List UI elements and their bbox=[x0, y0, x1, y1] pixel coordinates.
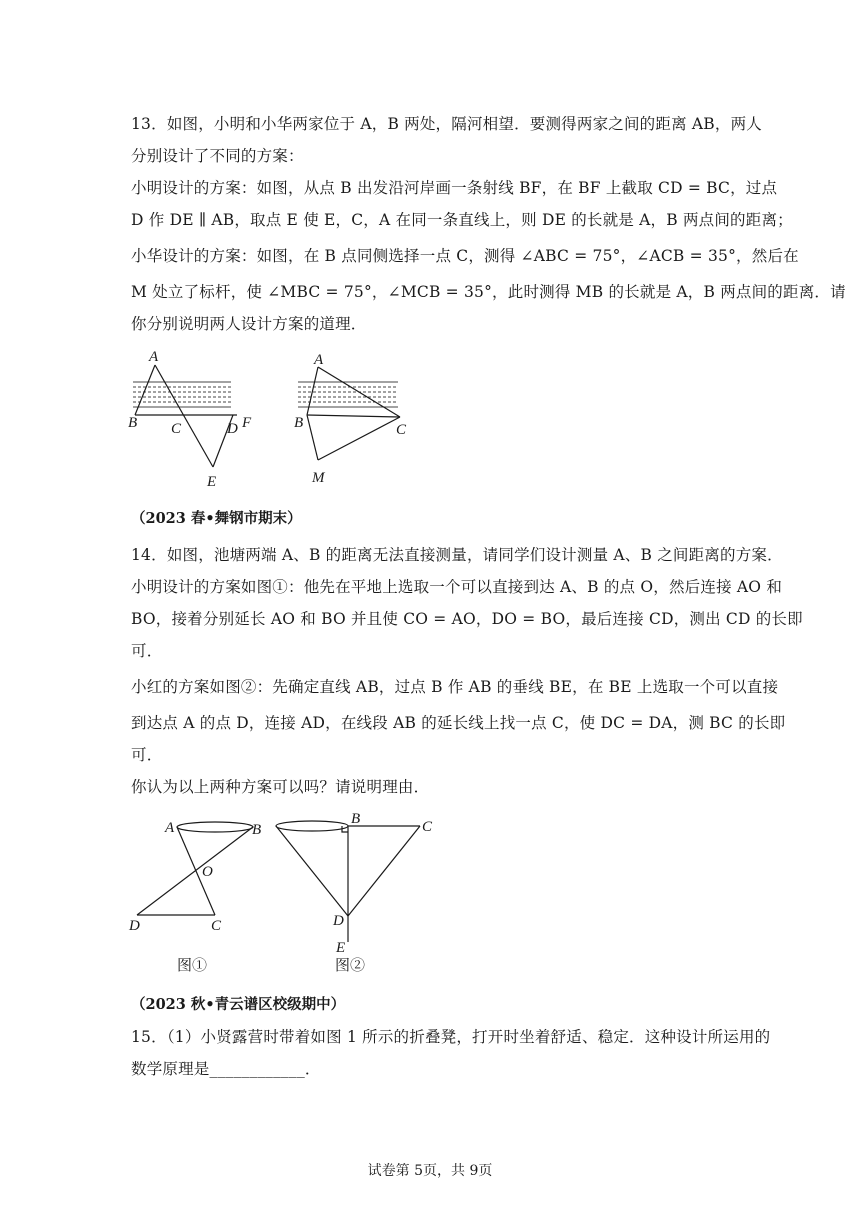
figure-2-caption: 图② bbox=[335, 958, 366, 974]
q14-source: （2023 秋•青云谱区校级期中） bbox=[131, 996, 346, 1013]
triangle-lines bbox=[307, 367, 400, 460]
q13-line-4: D 作 DE ∥ AB，取点 E 使 E，C，A 在同一条直线上，则 DE 的长就是 A，B 两点间的距离； bbox=[131, 211, 793, 229]
q14-line-1: 14．如图，池塘两端 A、B 的距离无法直接测量，请同学们设计测量 A、B 之间距离的方案． bbox=[131, 546, 783, 564]
q13-figure-xiaohua bbox=[290, 345, 420, 493]
q13-source: （2023 春•舞钢市期末） bbox=[131, 510, 302, 527]
point-b-label: B bbox=[128, 415, 138, 431]
point-c-label: C bbox=[396, 422, 407, 438]
pond-ellipse bbox=[276, 821, 348, 831]
q14-line-2: 小明设计的方案如图①：他先在平地上选取一个可以直接到达 A、B 的点 O，然后连接 AO 和 bbox=[131, 578, 783, 596]
q13-line-7: 你分别说明两人设计方案的道理． bbox=[131, 315, 367, 333]
pond-ellipse bbox=[177, 822, 253, 832]
q15-line-2: 数学原理是____________． bbox=[131, 1060, 321, 1078]
triangle-lines bbox=[135, 365, 237, 467]
point-a-label: A bbox=[165, 820, 175, 836]
point-m-label: M bbox=[312, 470, 325, 486]
q14-line-7: 可． bbox=[131, 746, 163, 764]
q14-figure-1 bbox=[125, 812, 270, 982]
q13-line-1: 13．如图，小明和小华两家位于 A，B 两处，隔河相望．要测得两家之间的距离 AB，两人 bbox=[131, 115, 762, 133]
point-b-label: B bbox=[294, 415, 304, 431]
q13-figure-xiaoming bbox=[125, 345, 265, 493]
point-b-label: B bbox=[351, 812, 361, 827]
q13-line-6: M 处立了标杆，使 ∠MBC = 75°，∠MCB = 35°，此时测得 MB 的长就是 A，B 两点间的距离．请 bbox=[131, 283, 846, 301]
point-f-label: F bbox=[242, 415, 252, 431]
point-d-label: D bbox=[227, 421, 238, 437]
point-b-label: B bbox=[252, 822, 262, 838]
point-c-label: C bbox=[171, 421, 182, 437]
q15-line-1: 15．（1）小贤露营时带着如图 1 所示的折叠凳，打开时坐着舒适、稳定．这种设计所运用的 bbox=[131, 1028, 771, 1046]
point-c-label: C bbox=[211, 918, 222, 934]
cross-lines bbox=[137, 827, 253, 915]
q14-line-6: 到达点 A 的点 D，连接 AD，在线段 AB 的延长线上找一点 C，使 DC = DA，测 BC 的长即 bbox=[131, 714, 786, 732]
construction-lines bbox=[276, 826, 420, 942]
q14-line-3: BO，接着分别延长 AO 和 BO 并且使 CO = AO，DO = BO，最后连接 CD，测出 CD 的长即 bbox=[131, 610, 803, 628]
q14-figure-2 bbox=[270, 812, 445, 982]
figure-1-caption: 图① bbox=[177, 958, 208, 974]
q14-line-4: 可． bbox=[131, 642, 163, 660]
q14-line-8: 你认为以上两种方案可以吗？请说明理由． bbox=[131, 778, 430, 796]
point-a-label: A bbox=[149, 349, 159, 365]
point-a-label: A bbox=[314, 352, 324, 368]
point-c-label: C bbox=[422, 819, 433, 835]
point-o-label: O bbox=[202, 864, 213, 880]
river-bank-lines bbox=[133, 382, 231, 407]
point-e-label: E bbox=[207, 474, 217, 490]
q13-line-5: 小华设计的方案：如图，在 B 点同侧选择一点 C，测得 ∠ABC = 75°，∠ACB = 35°，然后在 bbox=[131, 247, 799, 265]
point-d-label: D bbox=[129, 918, 140, 934]
page-footer: 试卷第 5页，共 9页 bbox=[367, 1163, 493, 1179]
point-e-label: E bbox=[336, 940, 346, 956]
point-d-label: D bbox=[333, 913, 344, 929]
q13-line-2: 分别设计了不同的方案： bbox=[131, 147, 304, 165]
q14-line-5: 小红的方案如图②：先确定直线 AB，过点 B 作 AB 的垂线 BE，在 BE 上选取一个可以直接 bbox=[131, 678, 779, 696]
q13-line-3: 小明设计的方案：如图，从点 B 出发沿河岸画一条射线 BF，在 BF 上截取 CD = BC，过点 bbox=[131, 179, 778, 197]
